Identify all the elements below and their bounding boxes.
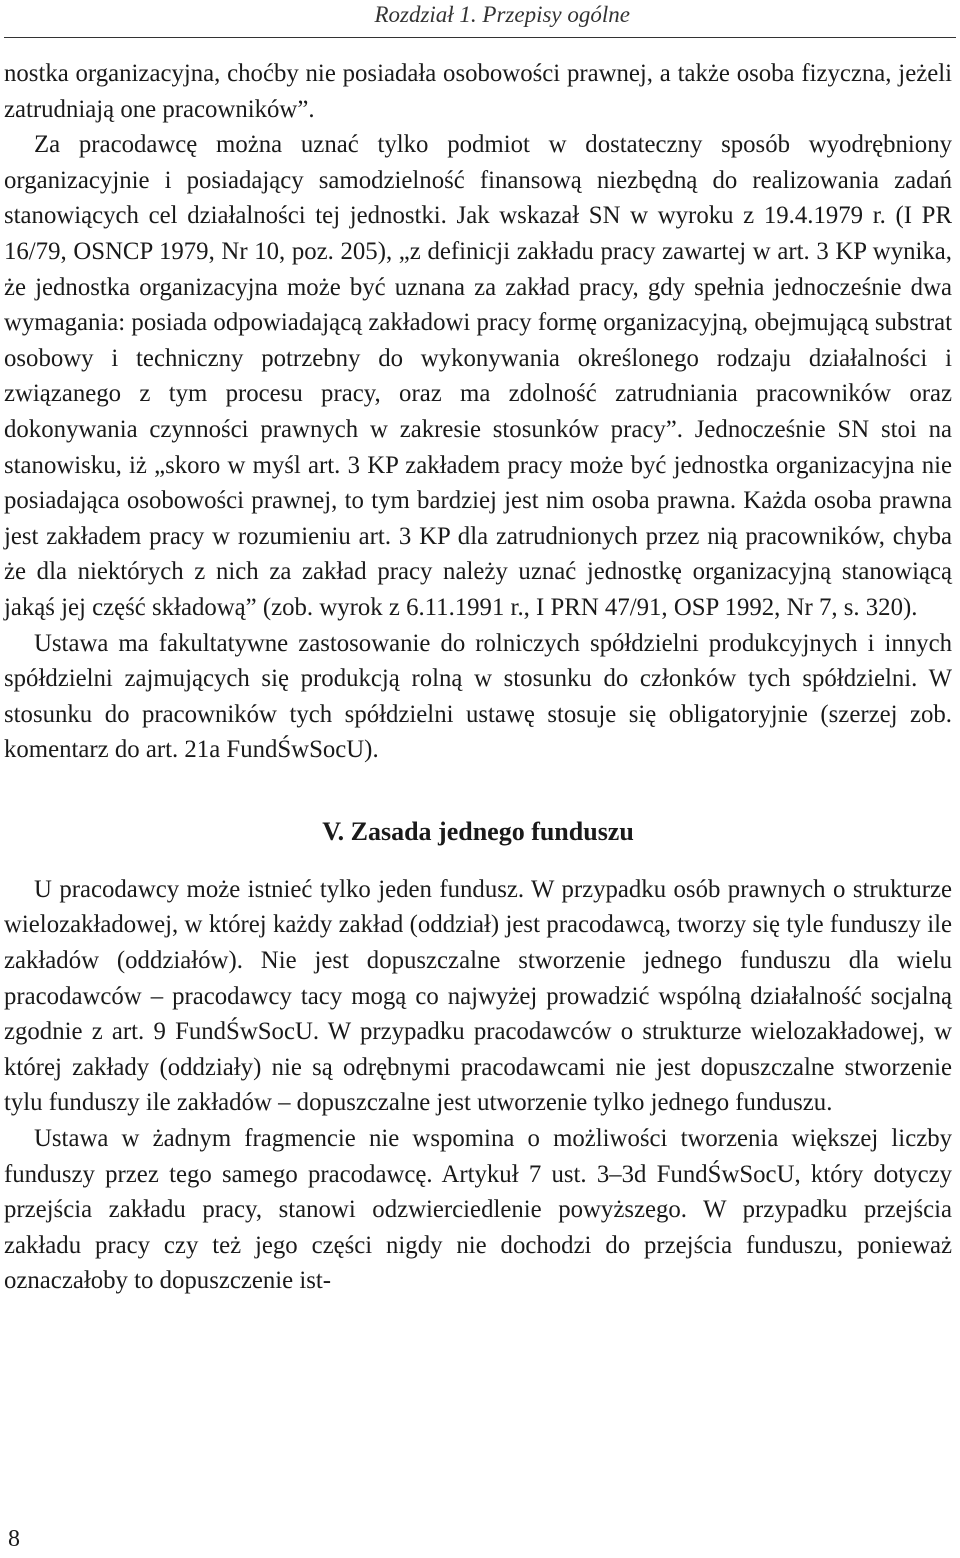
section-heading: V. Zasada jednego funduszu bbox=[322, 816, 634, 846]
paragraph-employer-definition: Za pracodawcę można uznać tylko podmiot w dostateczny sposób wyodrębniony organizacyjnie i posiadający samodzielność finansową niezbędną do realizowania zadań stanowiących cel działalności tej jednostki. Jak wskazał SN w wyroku z 19.4.1979 r. (I PR 16/79, OSNCP 1979, Nr 10, poz. 205), „z definicji zakładu pracy zawartej w art. 3 KP wynika, że jednostka organizacyjna może być uznana za zakład pracy, gdy spełnia jednocześnie dwa wymagania: posiada odpowiadającą zakładowi pracy formę organizacyjną, obejmującą substrat osobowy i techniczny potrzebny do wykonywania określonego rodzaju działalności i związanego z tym procesu pracy, oraz ma zdolność zatrudniania pracowników oraz dokonywania czynności prawnych w zakresie stosunków pracy”. Jednocześnie SN stoi na stanowisku, iż „skoro w myśl art. 3 KP zakładem pracy może być jednostka organizacyjna nie posiadająca osobowości prawnej, to tym bardziej jest nim osoba prawna. Każda osoba prawna jest zakładem pracy w rozumieniu art. 3 KP dla zatrudnionych przez nią pracowników, chyba że dla niektórych z nich za zakład pracy należy uznać jednostkę organizacyjną stanowiącą jakąś jej część składową” (zob. wyrok z 6.11.1991 r., I PRN 47/91, OSP 1992, Nr 7, s. 320). bbox=[4, 131, 952, 621]
header-rule bbox=[4, 37, 956, 38]
running-head: Rozdział 1. Przepisy ogólne bbox=[374, 2, 630, 27]
paragraph-no-multiple-funds: Ustawa w żadnym fragmencie nie wspomina o możliwości tworzenia większej liczby funduszy przez tego samego pracodawcę. Artykuł 7 ust. 3–3d FundŚwSocU, który dotyczy przejścia zakładu pracy, stanowi odzwierciedlenie powyższego. W przypadku przejścia zakładu pracy czy też jego części nigdy nie dochodzi do przejścia funduszu, ponieważ oznaczałoby to dopuszczenie ist- bbox=[4, 1125, 952, 1295]
page-number: 8 bbox=[8, 1526, 20, 1552]
paragraph-cooperatives: Ustawa ma fakultatywne zastosowanie do rolniczych spółdzielni produkcyjnych i innych spółdzielni zajmujących się produkcją rolną w stosunku do członków tych spółdzielni. W stosunku do pracowników tych spółdzielni ustawę stosuje się obligatoryjnie (szerzej zob. komentarz do art. 21a FundŚwSocU). bbox=[4, 629, 952, 764]
paragraph-continuation: nostka organizacyjna, choćby nie posiadała osobowości prawnej, a także osoba fizyczna, jeżeli zatrudniają one pracowników”. bbox=[4, 60, 952, 123]
paragraph-single-fund: U pracodawcy może istnieć tylko jeden fundusz. W przypadku osób prawnych o strukturze wielozakładowej, w której każdy zakład (oddział) jest pracodawcą, tworzy się tyle funduszy ile zakładów (oddziałów). Nie jest dopuszczalne stworzenie jednego funduszu dla wielu pracodawców – pracodawcy tacy mogą co najwyżej prowadzić wspólną działalność socjalną zgodnie z art. 9 FundŚwSocU. W przypadku pracodawców o strukturze wielozakładowej, w której zakłady (oddziały) nie są odrębnymi pracodawcami nie jest dopuszczalne stworzenie tylu funduszy ile zakładów – dopuszczalne jest utworzenie tylko jednego funduszu. bbox=[4, 875, 952, 1117]
page-body bbox=[4, 56, 952, 1299]
